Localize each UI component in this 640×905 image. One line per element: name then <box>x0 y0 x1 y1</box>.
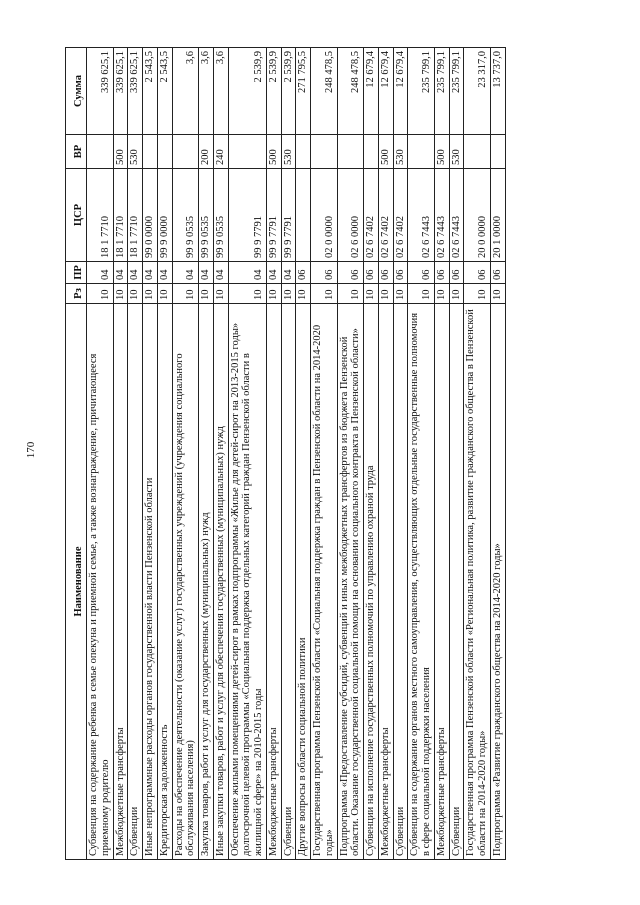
cell-vr <box>408 135 435 169</box>
cell-sum: 3,6 <box>213 48 228 135</box>
table-row <box>464 48 491 860</box>
cell-csr: 02 6 7402 <box>393 169 408 262</box>
cell-rz: 10 <box>113 284 128 304</box>
cell-name: Закупка товаров, работ и услуг для государственных (муниципальных) нужд <box>199 304 214 860</box>
page-number: 170 <box>25 441 37 459</box>
cell-pr: 04 <box>213 262 228 284</box>
table-row <box>228 48 266 860</box>
cell-name: Субвенции на исполнение государственных полномочий по управлению охраной труда <box>364 304 379 860</box>
cell-pr: 04 <box>281 262 296 284</box>
cell-pr: 04 <box>87 262 114 284</box>
table-row <box>199 48 214 860</box>
cell-pr: 04 <box>228 262 266 284</box>
cell-csr: 02 6 7402 <box>378 169 393 262</box>
cell-pr: 06 <box>378 262 393 284</box>
header-pr: ПР <box>66 262 87 284</box>
cell-vr: 530 <box>393 135 408 169</box>
cell-pr: 06 <box>408 262 435 284</box>
cell-name: Межбюджетные трансферты <box>434 304 449 860</box>
cell-name: Обеспечение жилыми помещениями детей-сирот в рамках подпрограммы «Жилье для детей-сирот на 2013-2015 годы» долгосрочной целевой программы «Социальная поддержка отдельных категорий граждан Пензенской области в жилищной сфере» на 2010-2015 годы <box>228 304 266 860</box>
cell-rz: 10 <box>464 284 491 304</box>
table-row <box>128 48 143 860</box>
cell-vr: 530 <box>449 135 464 169</box>
cell-vr: 500 <box>434 135 449 169</box>
cell-rz: 10 <box>408 284 435 304</box>
cell-pr: 06 <box>296 262 311 284</box>
cell-vr <box>296 135 311 169</box>
cell-csr: 02 0 0000 <box>311 169 338 262</box>
cell-pr: 04 <box>113 262 128 284</box>
cell-sum: 2 539,9 <box>281 48 296 135</box>
cell-vr <box>157 135 172 169</box>
table-row <box>296 48 311 860</box>
cell-sum: 235 799,1 <box>449 48 464 135</box>
header-rz: Рз <box>66 284 87 304</box>
cell-sum: 235 799,1 <box>434 48 449 135</box>
table-row <box>157 48 172 860</box>
cell-sum: 2 539,9 <box>228 48 266 135</box>
cell-name: Субвенции <box>449 304 464 860</box>
cell-name: Межбюджетные трансферты <box>266 304 281 860</box>
cell-rz: 10 <box>172 284 199 304</box>
cell-csr: 99 9 7791 <box>228 169 266 262</box>
cell-pr: 06 <box>393 262 408 284</box>
cell-sum: 3,6 <box>172 48 199 135</box>
cell-rz: 10 <box>157 284 172 304</box>
cell-rz: 10 <box>393 284 408 304</box>
cell-sum: 235 799,1 <box>408 48 435 135</box>
cell-vr <box>364 135 379 169</box>
header-vr: ВР <box>66 135 87 169</box>
table-row <box>113 48 128 860</box>
cell-csr: 18 1 7710 <box>87 169 114 262</box>
cell-vr: 500 <box>266 135 281 169</box>
table-row <box>143 48 158 860</box>
cell-sum: 13 737,0 <box>490 48 505 135</box>
cell-rz: 10 <box>228 284 266 304</box>
header-csr: ЦСР <box>66 169 87 262</box>
cell-sum: 2 539,9 <box>266 48 281 135</box>
cell-vr <box>172 135 199 169</box>
cell-vr <box>490 135 505 169</box>
cell-pr: 06 <box>464 262 491 284</box>
cell-csr: 02 6 7443 <box>408 169 435 262</box>
table-row <box>172 48 199 860</box>
table-row <box>490 48 505 860</box>
cell-vr <box>311 135 338 169</box>
cell-rz: 10 <box>449 284 464 304</box>
cell-name: Межбюджетные трансферты <box>378 304 393 860</box>
cell-csr: 18 1 7710 <box>128 169 143 262</box>
cell-csr: 02 6 7443 <box>449 169 464 262</box>
cell-rz: 10 <box>434 284 449 304</box>
table-row <box>378 48 393 860</box>
table-row <box>408 48 435 860</box>
cell-rz: 10 <box>296 284 311 304</box>
cell-name: Подпрограмма «Развитие гражданского общества на 2014-2020 годы» <box>490 304 505 860</box>
cell-vr: 240 <box>213 135 228 169</box>
cell-vr: 500 <box>113 135 128 169</box>
cell-csr: 20 0 0000 <box>464 169 491 262</box>
cell-name: Расходы на обеспечение деятельности (оказание услуг) государственных учреждений (учреждения социального обслуживания населения) <box>172 304 199 860</box>
cell-rz: 10 <box>213 284 228 304</box>
cell-vr <box>87 135 114 169</box>
cell-rz: 10 <box>337 284 364 304</box>
cell-csr: 99 9 0535 <box>199 169 214 262</box>
table-body <box>87 48 506 860</box>
cell-vr <box>228 135 266 169</box>
cell-sum: 23 317,0 <box>464 48 491 135</box>
cell-pr: 04 <box>199 262 214 284</box>
cell-name: Иные непрограммные расходы органов государственной власти Пензенской области <box>143 304 158 860</box>
table-row <box>266 48 281 860</box>
cell-pr: 06 <box>311 262 338 284</box>
cell-pr: 06 <box>337 262 364 284</box>
cell-csr: 99 0 0000 <box>143 169 158 262</box>
table-row <box>87 48 114 860</box>
cell-sum: 248 478,5 <box>311 48 338 135</box>
cell-rz: 10 <box>364 284 379 304</box>
cell-rz: 10 <box>143 284 158 304</box>
cell-csr: 99 9 7791 <box>266 169 281 262</box>
cell-csr: 99 9 0535 <box>172 169 199 262</box>
cell-pr: 06 <box>449 262 464 284</box>
cell-name: Субвенции на содержание органов местного самоуправления, осуществляющих отдельные государственные полномочия в сфере социальной поддержки населения <box>408 304 435 860</box>
rotated-table-container <box>65 48 573 860</box>
header-name: Наименование <box>66 304 87 860</box>
cell-rz: 10 <box>199 284 214 304</box>
cell-sum: 248 478,5 <box>337 48 364 135</box>
cell-sum: 2 543,5 <box>157 48 172 135</box>
cell-csr: 99 9 0000 <box>157 169 172 262</box>
cell-pr: 04 <box>143 262 158 284</box>
cell-rz: 10 <box>87 284 114 304</box>
cell-sum: 12 679,4 <box>393 48 408 135</box>
cell-pr: 04 <box>157 262 172 284</box>
cell-name: Государственная программа Пензенской области «Региональная политика, развитие гражданского общества в Пензенской области на 2014-2020 годы» <box>464 304 491 860</box>
cell-vr: 530 <box>281 135 296 169</box>
cell-pr: 04 <box>172 262 199 284</box>
cell-pr: 06 <box>490 262 505 284</box>
cell-sum: 12 679,4 <box>364 48 379 135</box>
table-row <box>393 48 408 860</box>
cell-name: Другие вопросы в области социальной политики <box>296 304 311 860</box>
cell-csr: 02 6 7443 <box>434 169 449 262</box>
cell-csr: 18 1 7710 <box>113 169 128 262</box>
cell-vr <box>337 135 364 169</box>
cell-sum: 3,6 <box>199 48 214 135</box>
table-row <box>281 48 296 860</box>
cell-pr: 06 <box>434 262 449 284</box>
cell-name: Межбюджетные трансферты <box>113 304 128 860</box>
cell-csr: 20 1 0000 <box>490 169 505 262</box>
cell-sum: 12 679,4 <box>378 48 393 135</box>
table-row <box>337 48 364 860</box>
cell-name: Субвенции <box>128 304 143 860</box>
cell-pr: 04 <box>266 262 281 284</box>
cell-pr: 06 <box>364 262 379 284</box>
cell-sum: 339 625,1 <box>87 48 114 135</box>
cell-csr: 99 9 7791 <box>281 169 296 262</box>
cell-csr: 02 6 7402 <box>364 169 379 262</box>
cell-name: Подпрограмма «Предоставление субсидий, субвенций и иных межбюджетных трансфертов из бюджета Пензенской области. Оказание государственной социальной помощи на основании социального контракта в Пензенской области» <box>337 304 364 860</box>
header-sum: Сумма <box>66 48 87 135</box>
table-header-row <box>66 48 87 860</box>
table-row <box>449 48 464 860</box>
cell-name: Кредиторская задолженность <box>157 304 172 860</box>
cell-csr: 99 9 0535 <box>213 169 228 262</box>
cell-pr: 04 <box>128 262 143 284</box>
cell-name: Государственная программа Пензенской области «Социальная поддержка граждан в Пензенской области на 2014-2020 годы» <box>311 304 338 860</box>
table-row <box>364 48 379 860</box>
cell-vr: 500 <box>378 135 393 169</box>
cell-vr: 530 <box>128 135 143 169</box>
cell-name: Субвенции <box>393 304 408 860</box>
cell-rz: 10 <box>128 284 143 304</box>
budget-table <box>65 47 506 860</box>
cell-sum: 2 543,5 <box>143 48 158 135</box>
cell-name: Субвенция на содержание ребенка в семье опекуна и приемной семье, а также вознаграждение, причитающееся приемному родителю <box>87 304 114 860</box>
cell-vr <box>143 135 158 169</box>
cell-rz: 10 <box>378 284 393 304</box>
cell-vr <box>464 135 491 169</box>
cell-rz: 10 <box>311 284 338 304</box>
cell-rz: 10 <box>266 284 281 304</box>
cell-sum: 339 625,1 <box>113 48 128 135</box>
table-row <box>311 48 338 860</box>
table-row <box>434 48 449 860</box>
cell-rz: 10 <box>490 284 505 304</box>
table-row <box>213 48 228 860</box>
cell-rz: 10 <box>281 284 296 304</box>
cell-sum: 339 625,1 <box>128 48 143 135</box>
cell-sum: 271 795,5 <box>296 48 311 135</box>
cell-csr: 02 6 0000 <box>337 169 364 262</box>
cell-csr <box>296 169 311 262</box>
cell-name: Субвенции <box>281 304 296 860</box>
cell-name: Иные закупки товаров, работ и услуг для обеспечения государственных (муниципальных) нужд <box>213 304 228 860</box>
cell-vr: 200 <box>199 135 214 169</box>
